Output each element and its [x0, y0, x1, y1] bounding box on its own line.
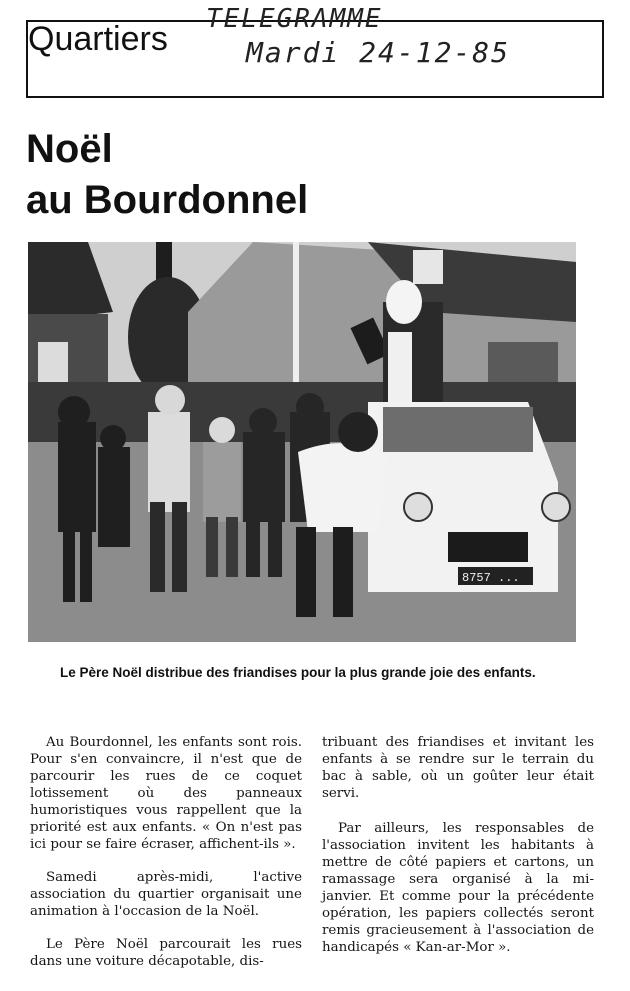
handwritten-annotation — [206, 4, 586, 69]
photo-caption: Le Père Noël distribue des friandises pour la plus grande joie des enfants. — [60, 665, 536, 680]
article-column-left — [30, 734, 302, 986]
handwritten-newspaper-name: TELEGRAMME — [206, 4, 383, 34]
handwritten-date: Mardi 24-12-85 — [246, 36, 511, 69]
photo-illustration — [28, 242, 576, 642]
paragraph: Par ailleurs, les responsables de l'association invitent les habitants à mettre de côté papiers et cartons, un ramassage sera organisé à la mi-janvier. Et comme pour la précédente opération, les papiers collectés seront remis gracieusement à l'association de handicapés « Kan-ar-Mor ». — [322, 821, 594, 955]
headline-line-1: Noël — [26, 127, 113, 171]
paragraph: tribuant des friandises et invitant les enfants à se rendre sur le terrain du bac à sable, où un goûter leur était servi. — [322, 735, 594, 801]
car-plate: 8757 ... — [462, 571, 520, 585]
article-headline — [26, 124, 308, 226]
section-label: Quartiers — [28, 20, 168, 58]
headline-line-2: au Bourdonnel — [26, 178, 309, 222]
paragraph: Au Bourdonnel, les enfants sont rois. Pour s'en convaincre, il n'est que de parcourir les rues de ce coquet lotissement où des panneaux humoristiques vous rappellent que la priorité est aux enfants. « On n'est pas ici pour se faire écraser, affichent-ils ». — [30, 735, 302, 852]
paragraph: Le Père Noël parcourait les rues dans une voiture décapotable, dis- — [30, 937, 302, 969]
article-column-right — [322, 734, 594, 972]
paragraph: Samedi après-midi, l'active association du quartier organisait une animation à l'occasion de la Noël. — [30, 870, 302, 919]
article-photo — [28, 242, 576, 642]
